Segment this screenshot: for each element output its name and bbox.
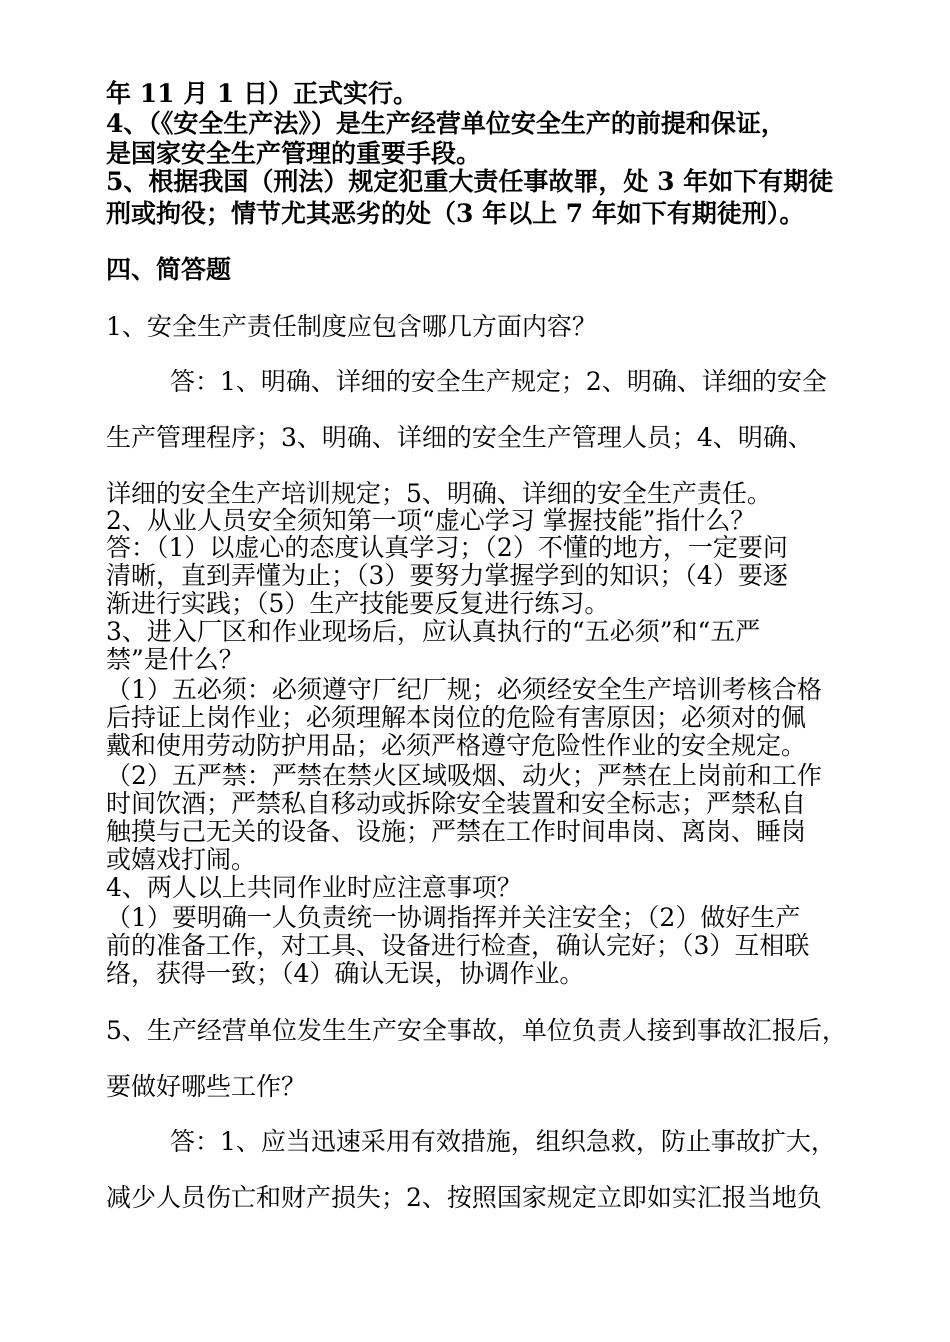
text-line-1: 年 11 月 1 日）正式实行。: [106, 79, 419, 108]
question-2: 2、从业人员安全须知第一项“虚心学习 掌握技能”指什么？: [106, 506, 756, 535]
answer-2-line-3: 渐进行实践；（5）生产技能要反复进行练习。: [106, 589, 610, 618]
question-4: 4、两人以上共同作业时应注意事项？: [106, 873, 522, 902]
answer-3-line-5: 时间饮酒；严禁私自移动或拆除安全装置和安全标志；严禁私自: [106, 789, 807, 818]
answer-3-line-1: （1）五必须：必须遵守厂纪厂规；必须经安全生产培训考核合格: [106, 675, 822, 704]
question-1: 1、安全生产责任制度应包含哪几方面内容？: [106, 312, 597, 341]
answer-3-line-7: 或嬉戏打闹。: [106, 845, 257, 874]
answer-4-line-3: 络，获得一致；（4）确认无误，协调作业。: [106, 959, 585, 988]
question-3-line-1: 3、进入厂区和作业现场后，应认真执行的“五必须”和“五严: [106, 617, 761, 646]
answer-2-line-2: 清晰，直到弄懂为止；（3）要努力掌握学到的知识；（4）要逐: [106, 561, 788, 590]
answer-3-line-6: 触摸与己无关的设备、设施；严禁在工作时间串岗、离岗、睡岗: [106, 817, 807, 846]
text-line-3: 是国家安全生产管理的重要手段。: [106, 139, 482, 168]
question-3-line-2: 禁”是什么？: [106, 645, 244, 674]
answer-1-line-2: 生产管理程序；3、明确、详细的安全生产管理人员；4、明确、: [106, 423, 813, 452]
answer-5-line-1: 答：1、应当迅速采用有效措施，组织急救，防止事故扩大，: [170, 1127, 836, 1156]
answer-2-line-1: 答：（1）以虚心的态度认真学习；（2）不懂的地方，一定要问: [106, 533, 788, 562]
answer-3-line-2: 后持证上岗作业；必须理解本岗位的危险有害原因；必须对的佩: [106, 703, 807, 732]
question-5-line-2: 要做好哪些工作？: [106, 1072, 307, 1101]
section-heading: 四、简答题: [106, 255, 232, 284]
answer-1-line-1: 答：1、明确、详细的安全生产规定；2、明确、详细的安全: [170, 367, 827, 396]
answer-4-line-1: （1）要明确一人负责统一协调指挥并关注安全；（2）做好生产: [106, 903, 801, 932]
text-line-2: 4、（《安全生产法》）是生产经营单位安全生产的前提和保证，: [106, 109, 786, 138]
text-line-5: 刑或拘役；情节尤其恶劣的处（3 年以上 7 年如下有期徒刑）。: [106, 199, 805, 228]
answer-3-line-4: （2）五严禁：严禁在禁火区域吸烟、动火；严禁在上岗前和工作: [106, 761, 822, 790]
answer-4-line-2: 前的准备工作，对工具、设备进行检查，确认完好；（3）互相联: [106, 931, 810, 960]
answer-5-line-2: 减少人员伤亡和财产损失；2、按照国家规定立即如实汇报当地负: [106, 1183, 822, 1212]
answer-1-line-3: 详细的安全生产培训规定；5、明确、详细的安全生产责任。: [106, 479, 772, 508]
text-line-4: 5、根据我国（刑法）规定犯重大责任事故罪，处 3 年如下有期徒: [106, 167, 834, 196]
answer-3-line-3: 戴和使用劳动防护用品；必须严格遵守危险性作业的安全规定。: [106, 731, 807, 760]
question-5-line-1: 5、生产经营单位发生生产安全事故，单位负责人接到事故汇报后，: [106, 1016, 847, 1045]
